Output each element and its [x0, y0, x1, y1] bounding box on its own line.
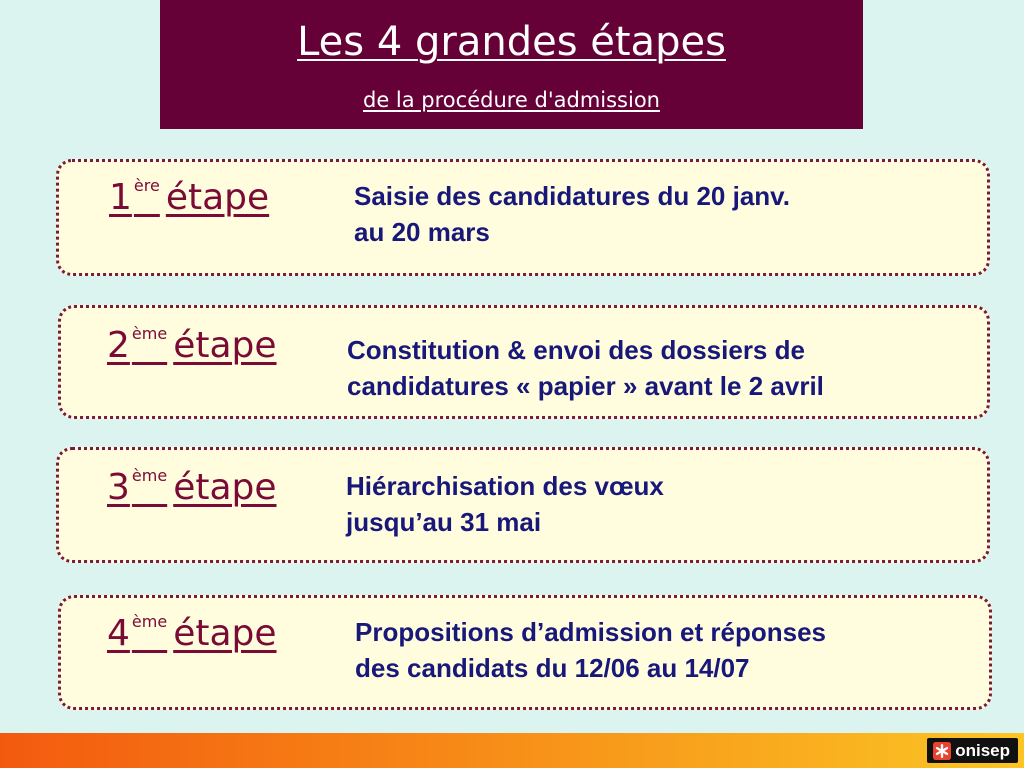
- step-word: étape: [165, 177, 270, 218]
- brand-name: onisep: [955, 740, 1010, 760]
- page-title: Les 4 grandes étapes: [297, 19, 726, 65]
- step-ordinal: ère: [133, 176, 160, 195]
- step-number: 2: [107, 325, 130, 366]
- page-subtitle: de la procédure d'admission: [363, 88, 660, 112]
- step-description-line: Propositions d’admission et réponses: [355, 617, 826, 647]
- onisep-logo-icon: [933, 742, 951, 760]
- step-description: [346, 468, 664, 540]
- step-number: 1: [109, 177, 132, 218]
- step-description-line: Hiérarchisation des vœux: [346, 471, 664, 501]
- step-ordinal: ème: [131, 466, 168, 485]
- step-description-line: Constitution & envoi des dossiers de: [347, 335, 805, 365]
- step-description-line: Saisie des candidatures du 20 janv.: [354, 181, 790, 211]
- footer-bar: [0, 733, 1024, 768]
- step-box-2: [58, 305, 990, 419]
- step-number: 4: [107, 613, 130, 654]
- step-description: [347, 332, 824, 404]
- step-description-line: au 20 mars: [354, 217, 490, 247]
- step-description: [354, 178, 790, 250]
- step-description: [355, 614, 826, 686]
- step-box-4: [58, 595, 992, 710]
- step-ordinal: ème: [131, 612, 168, 631]
- step-box-1: [56, 159, 990, 276]
- step-word: étape: [173, 325, 277, 366]
- step-word: étape: [173, 467, 277, 508]
- step-description-line: candidatures « papier » avant le 2 avril: [347, 371, 824, 401]
- step-label: [107, 466, 277, 510]
- step-description-line: jusqu’au 31 mai: [346, 507, 542, 537]
- step-number: 3: [107, 467, 130, 508]
- step-description-line: des candidats du 12/06 au 14/07: [355, 653, 750, 683]
- step-label: [107, 612, 277, 656]
- brand-badge: [927, 738, 1018, 763]
- step-box-3: [56, 447, 990, 563]
- title-banner: [160, 0, 863, 129]
- step-ordinal: ème: [131, 324, 168, 343]
- step-label: [107, 324, 277, 368]
- step-word: étape: [173, 613, 277, 654]
- step-label: [109, 176, 269, 220]
